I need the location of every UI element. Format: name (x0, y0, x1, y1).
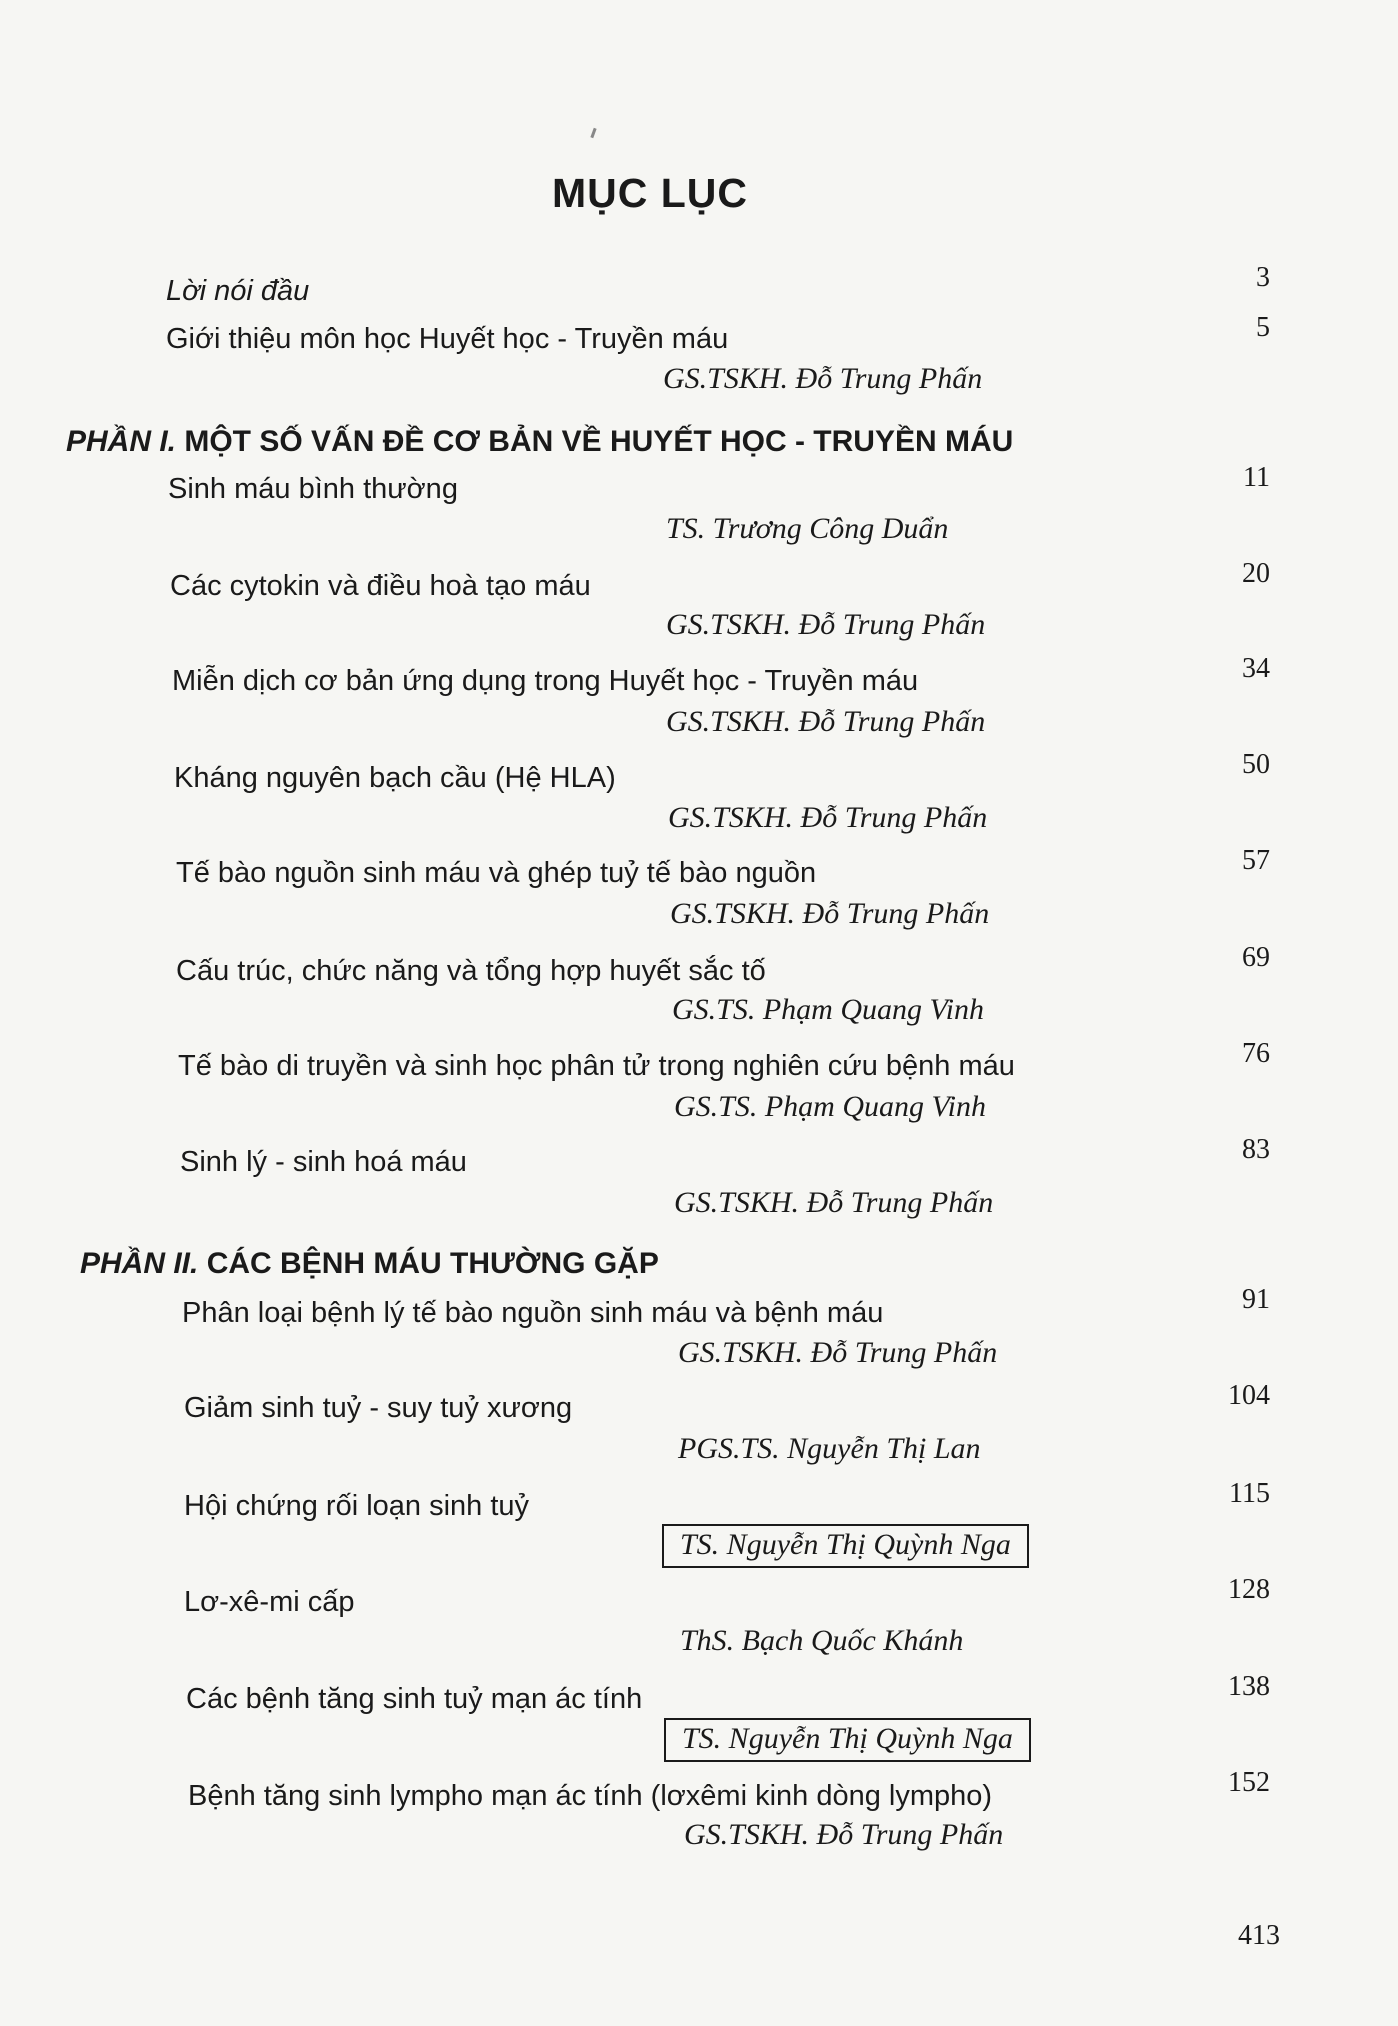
print-mark (590, 128, 596, 138)
toc-entry-title: Phân loại bệnh lý tế bào nguồn sinh máu và bệnh máu (182, 1297, 884, 1329)
toc-entry-title: Hội chứng rối loạn sinh tuỷ (184, 1490, 530, 1522)
toc-entry-page: 34 (1242, 653, 1270, 684)
toc-entry-author: GS.TSKH. Đỗ Trung Phấn (663, 362, 983, 395)
toc-entry-title: Các cytokin và điều hoà tạo máu (170, 570, 591, 602)
toc-entry-page: 57 (1242, 845, 1270, 876)
toc-entry-author: GS.TS. Phạm Quang Vinh (674, 1090, 986, 1123)
section-part-label: PHẦN I. (66, 425, 177, 458)
toc-entry-title: Sinh lý - sinh hoá máu (180, 1146, 467, 1178)
toc-entry-page: 3 (1256, 262, 1270, 293)
toc-entry-author-boxed: TS. Nguyễn Thị Quỳnh Nga (664, 1718, 1031, 1762)
toc-entry-author: TS. Trương Công Duẩn (666, 512, 949, 545)
section-part-label: PHẦN II. (80, 1247, 199, 1280)
toc-entry-author: GS.TSKH. Đỗ Trung Phấn (678, 1336, 998, 1369)
section-title: CÁC BỆNH MÁU THƯỜNG GẶP (198, 1247, 659, 1280)
toc-entry-title: Miễn dịch cơ bản ứng dụng trong Huyết học - Truyền máu (172, 665, 919, 697)
toc-entry-page: 115 (1229, 1478, 1270, 1509)
section-title: MỘT SỐ VẤN ĐỀ CƠ BẢN VỀ HUYẾT HỌC - TRUYỀN MÁU (176, 425, 1014, 458)
toc-entry-title: Cấu trúc, chức năng và tổng hợp huyết sắc tố (176, 955, 766, 987)
toc-entry-title: Kháng nguyên bạch cầu (Hệ HLA) (174, 762, 616, 794)
toc-entry-page: 11 (1243, 462, 1270, 493)
toc-entry-page: 76 (1242, 1038, 1270, 1069)
toc-entry-page: 83 (1242, 1134, 1270, 1165)
toc-entry-author: GS.TSKH. Đỗ Trung Phấn (666, 705, 986, 738)
toc-entry-page: 69 (1242, 942, 1270, 973)
toc-entry-author: GS.TSKH. Đỗ Trung Phấn (684, 1818, 1004, 1851)
toc-entry-page: 5 (1256, 312, 1270, 343)
toc-entry-author: GS.TSKH. Đỗ Trung Phấn (666, 608, 986, 641)
toc-entry-author-boxed: TS. Nguyễn Thị Quỳnh Nga (662, 1524, 1029, 1568)
toc-entry-title: Tế bào di truyền và sinh học phân tử trong nghiên cứu bệnh máu (178, 1050, 1015, 1082)
toc-entry-page: 20 (1242, 558, 1270, 589)
toc-entry-author: GS.TSKH. Đỗ Trung Phấn (668, 801, 988, 834)
toc-entry-author: ThS. Bạch Quốc Khánh (680, 1624, 964, 1657)
toc-entry-author: PGS.TS. Nguyễn Thị Lan (678, 1432, 981, 1465)
toc-entry-page: 138 (1228, 1671, 1270, 1702)
page-number: 413 (1238, 1920, 1280, 1951)
toc-entry-author: GS.TS. Phạm Quang Vinh (672, 993, 984, 1026)
toc-entry-page: 152 (1228, 1767, 1270, 1798)
toc-entry-page: 104 (1228, 1380, 1270, 1411)
section-heading (66, 425, 1013, 459)
toc-entry-page: 91 (1242, 1284, 1270, 1315)
section-heading (80, 1247, 659, 1281)
toc-entry-page: 128 (1228, 1574, 1270, 1605)
toc-entry-author: GS.TSKH. Đỗ Trung Phấn (674, 1186, 994, 1219)
toc-entry-title: Lơ-xê-mi cấp (184, 1586, 355, 1618)
toc-entry-title: Các bệnh tăng sinh tuỷ mạn ác tính (186, 1683, 643, 1715)
toc-entry-page: 50 (1242, 749, 1270, 780)
toc-entry-title: Sinh máu bình thường (168, 473, 458, 505)
toc-entry-title: Bệnh tăng sinh lympho mạn ác tính (lơxêmi kinh dòng lympho) (188, 1780, 993, 1812)
toc-entry-title: Giảm sinh tuỷ - suy tuỷ xương (184, 1392, 573, 1424)
toc-entry-title: Tế bào nguồn sinh máu và ghép tuỷ tế bào nguồn (176, 857, 817, 889)
toc-entry-author: GS.TSKH. Đỗ Trung Phấn (670, 897, 990, 930)
toc-entry-title: Giới thiệu môn học Huyết học - Truyền máu (166, 323, 729, 355)
toc-entry-title: Lời nói đầu (166, 275, 310, 307)
page-title: MỤC LỤC (551, 170, 749, 216)
